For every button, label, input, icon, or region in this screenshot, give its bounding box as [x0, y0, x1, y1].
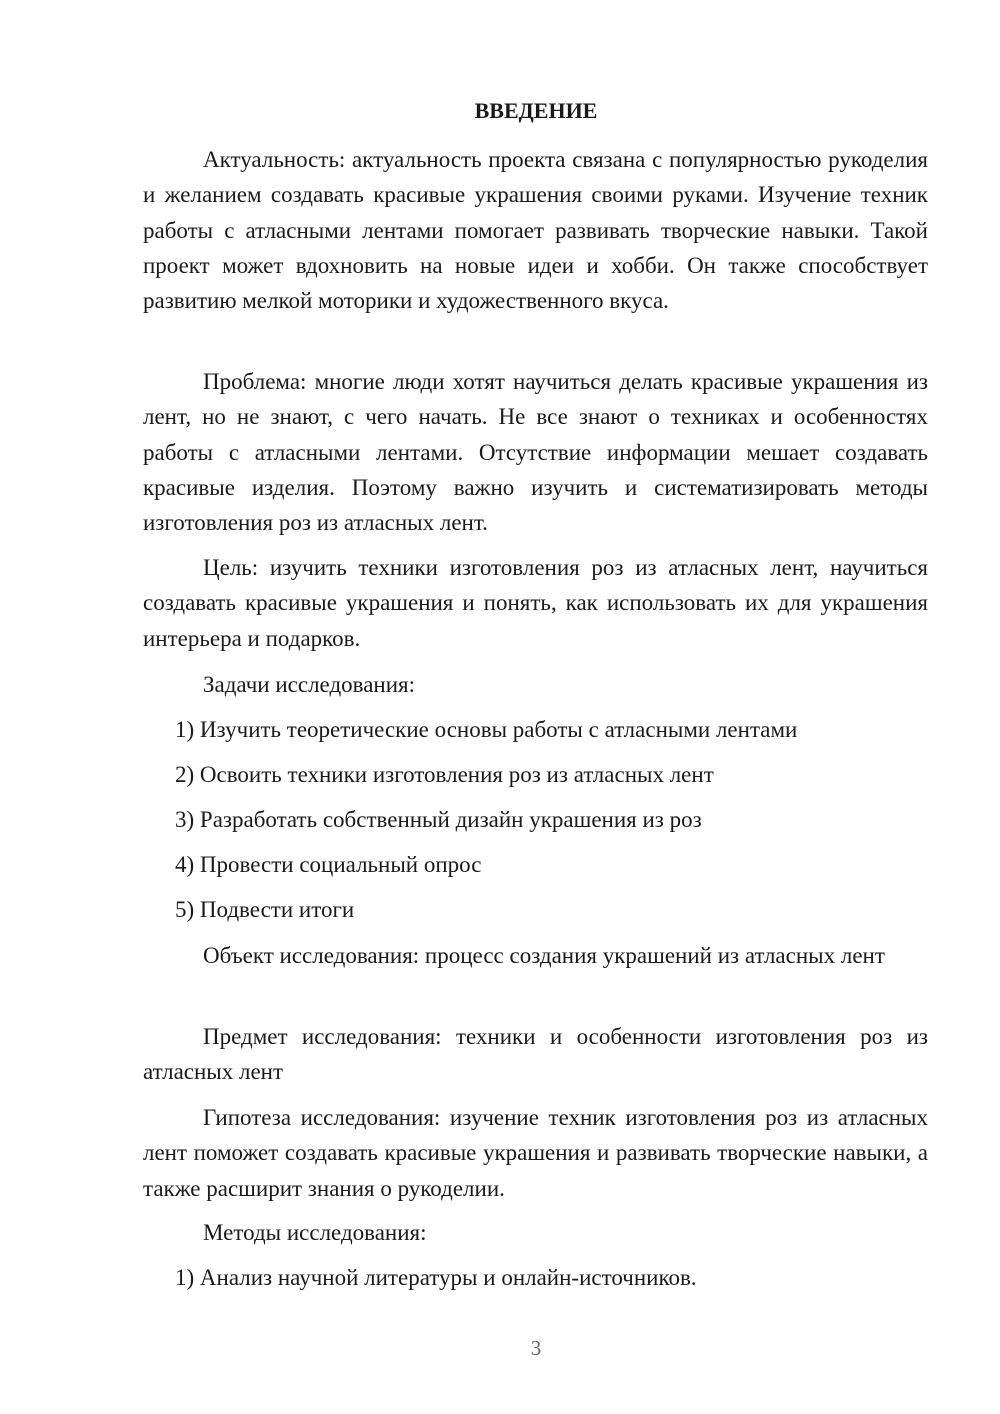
object-paragraph: Объект исследования: процесс создания украшений из атласных лент — [203, 943, 885, 968]
section-title: ВВЕДЕНИЕ — [474, 98, 598, 123]
method-item: 1) Анализ научной литературы и онлайн-источников. — [175, 1265, 697, 1290]
tasks-heading: Задачи исследования: — [203, 672, 416, 697]
problem-paragraph: Проблема: многие люди хотят научиться делать красивые украшения из лент, но не знают, с чего начать. Не все знают о техниках и особенностях работы с атласными лентами. Отсутствие информации мешает создавать красивые изделия. Поэтому важно изучить и систематизировать методы изготовления роз из атласных лент. — [143, 369, 928, 536]
relevance-paragraph: Актуальность: актуальность проекта связана с популярностью рукоделия и желанием создавать красивые украшения своими руками. Изучение техник работы с атласными лентами помогает развивать творческие навыки. Такой проект может вдохновить на новые идеи и хобби. Он также способствует развитию мелкой моторики и художественного вкуса. — [143, 147, 928, 314]
subject-paragraph: Предмет исследования: техники и особенности изготовления роз из атласных лент — [143, 1024, 928, 1085]
page-number: 3 — [530, 1336, 542, 1360]
task-item: 2) Освоить техники изготовления роз из атласных лент — [175, 762, 714, 787]
task-item: 4) Провести социальный опрос — [175, 852, 482, 877]
goal-paragraph: Цель: изучить техники изготовления роз из атласных лент, научиться создавать красивые украшения и понять, как использовать их для украшения интерьера и подарков. — [143, 555, 928, 651]
methods-heading: Методы исследования: — [203, 1220, 427, 1245]
task-item: 5) Подвести итоги — [175, 897, 355, 922]
task-item: 1) Изучить теоретические основы работы с атласными лентами — [175, 717, 798, 742]
hypothesis-paragraph: Гипотеза исследования: изучение техник изготовления роз из атласных лент поможет создавать красивые украшения и развивать творческие навыки, а также расширит знания о рукоделии. — [143, 1105, 928, 1201]
task-item: 3) Разработать собственный дизайн украшения из роз — [175, 807, 702, 832]
